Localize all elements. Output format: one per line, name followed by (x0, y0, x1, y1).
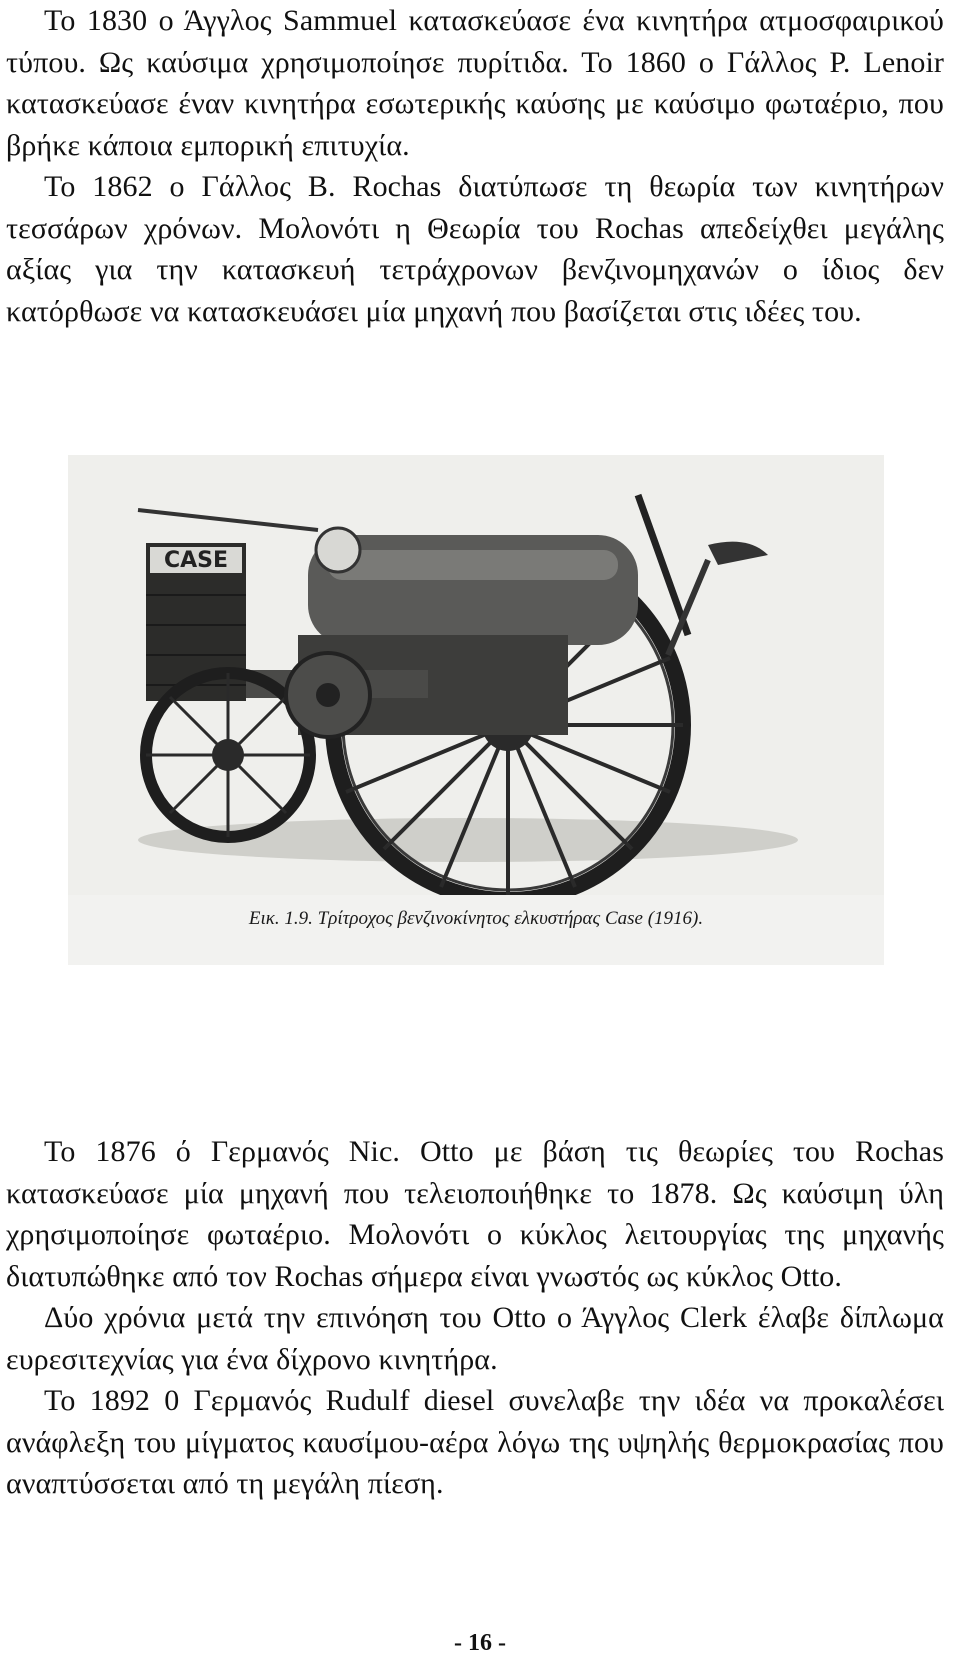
radiator-brand-label: CASE (163, 548, 229, 573)
tractor-photo (68, 455, 884, 895)
page-number: - 16 - (454, 1630, 506, 1656)
bottom-text-block (6, 1131, 944, 1505)
paragraph-clerk: Δύο χρόνια μετά την επινόηση του Otto ο Άγγλος Clerk έλαβε δίπλωμα ευρεσιτεχνίας για ένα δίχρονο κινητήρα. (6, 1301, 944, 1376)
figure-caption: Εικ. 1.9. Τρίτροχος βενζινοκίνητος ελκυστήρας Case (1916). (248, 908, 704, 929)
paragraph-otto-1876: Το 1876 ό Γερμανός Nic. Otto με βάση τις θεωρίες του Rochas κατασκεύασε μία μηχανή που τελειοποιήθηκε το 1878. Ως καύσιμη ύλη χρησιμοποίησε φωταέριο. Μολονότι ο κύκλος λειτουργίας της μηχανής διατυπώθηκε από τον Rochas σήμερα είναι γνωστός ως κύκλος Otto. (6, 1135, 944, 1293)
paragraph-history-1830: Το 1830 ο Άγγλος Sammuel κατασκεύασε ένα κινητήρα ατμοσφαιρικού τύπου. Ως καύσιμα χρησιμοποίησε πυρίτιδα. Το 1860 ο Γάλλος P. Lenoir κατασκεύασε έναν κινητήρα εσωτερικής καύσης με καύσιμο φωταέριο, που βρήκε κάποια εμπορική επιτυχία. (6, 4, 944, 162)
paragraph-rochas-1862: Το 1862 ο Γάλλος B. Rochas διατύπωσε τη θεωρία των κινητήρων τεσσάρων χρόνων. Μολονότι η Θεωρία του Rochas απεδείχθει μεγάλης αξίας για την κατασκευή τετράχρονων βενζινομηχανών ο ίδιος δεν κατόρθωσε να κατασκευάσει μία μηχανή που βασίζεται στις ιδέες του. (6, 170, 944, 328)
top-text-block (6, 0, 944, 332)
paragraph-diesel-1892: Το 1892 0 Γερμανός Rudulf diesel συνελαβε την ιδέα να προκαλέσει ανάφλεξη του μίγματος καυσίμου-αέρα λόγω της υψηλής θερμοκρασίας που αναπτύσσεται από τη μεγάλη πίεση. (6, 1384, 944, 1500)
figure-case-tractor (68, 455, 884, 965)
